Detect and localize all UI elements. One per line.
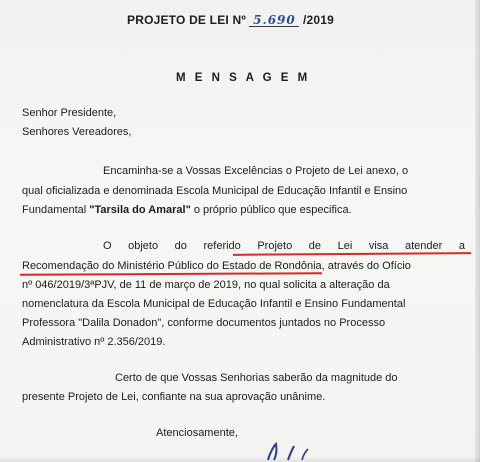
paragraph-2-line-1 xyxy=(103,240,465,253)
title-suffix: /2019 xyxy=(303,13,335,27)
paragraph-2-line-3: nº 046/2019/3ªPJV, de 11 de março de 2019, no qual solicita a alteração da xyxy=(22,279,390,291)
handwritten-bill-number: 5.690 xyxy=(249,14,299,27)
p2-word: O xyxy=(103,240,112,252)
message-heading: M E N S A G E M xyxy=(176,72,311,84)
red-underline-1 xyxy=(233,252,471,255)
red-underline-2 xyxy=(20,272,322,275)
page-edge xyxy=(475,0,480,462)
paragraph-2-line-5: Professora "Dalila Donadon", conforme documentos juntados no Processo xyxy=(22,317,386,329)
p2-word: atender xyxy=(404,240,443,252)
paragraph-3-line-2: presente Projeto de Lei, confiante na sua aprovação unânime. xyxy=(22,391,326,403)
paragraph-2-line-2: Recomendação do Ministério Público do Estado de Rondônia, através do Ofício xyxy=(22,260,411,272)
p2-word: Lei xyxy=(337,240,353,252)
p2-word: de xyxy=(308,240,322,252)
paragraph-1-line-2: qual oficializada e denominada Escola Municipal de Educação Infantil e Ensino xyxy=(22,185,408,197)
paragraph-2-line-4: nomenclatura da Escola Municipal de Educação Infantil e Ensino Fundamental xyxy=(22,298,406,310)
paragraph-2-line-6: Administrativo nº 2.356/2019. xyxy=(22,336,166,348)
school-name-tarsila: "Tarsila do Amaral" xyxy=(89,204,191,216)
paragraph-1-line-3-post: o próprio público que especifica. xyxy=(190,204,352,216)
paragraph-1-line-3 xyxy=(22,204,352,217)
p2-word: Projeto xyxy=(257,240,293,252)
p2-word: visa xyxy=(368,240,389,252)
p2-word: do xyxy=(174,240,187,252)
salutation-line-1: Senhor Presidente, xyxy=(22,107,117,119)
p2-word: a xyxy=(458,240,465,252)
p2-word: referido xyxy=(203,240,241,252)
title-prefix: PROJETO DE LEI Nº xyxy=(127,13,246,27)
page-shadow xyxy=(0,456,480,462)
paragraph-1-line-1: Encaminha-se a Vossas Excelências o Projeto de Lei anexo, o xyxy=(103,165,409,177)
document-title xyxy=(127,14,334,27)
p2-word: objeto xyxy=(128,240,159,252)
closing-text: Atenciosamente, xyxy=(156,427,238,439)
salutation-line-2: Senhores Vereadores, xyxy=(22,126,132,138)
paragraph-3-line-1: Certo de que Vossas Senhorias saberão da magnitude do xyxy=(115,372,398,384)
paragraph-1-line-3-pre: Fundamental xyxy=(22,204,90,216)
